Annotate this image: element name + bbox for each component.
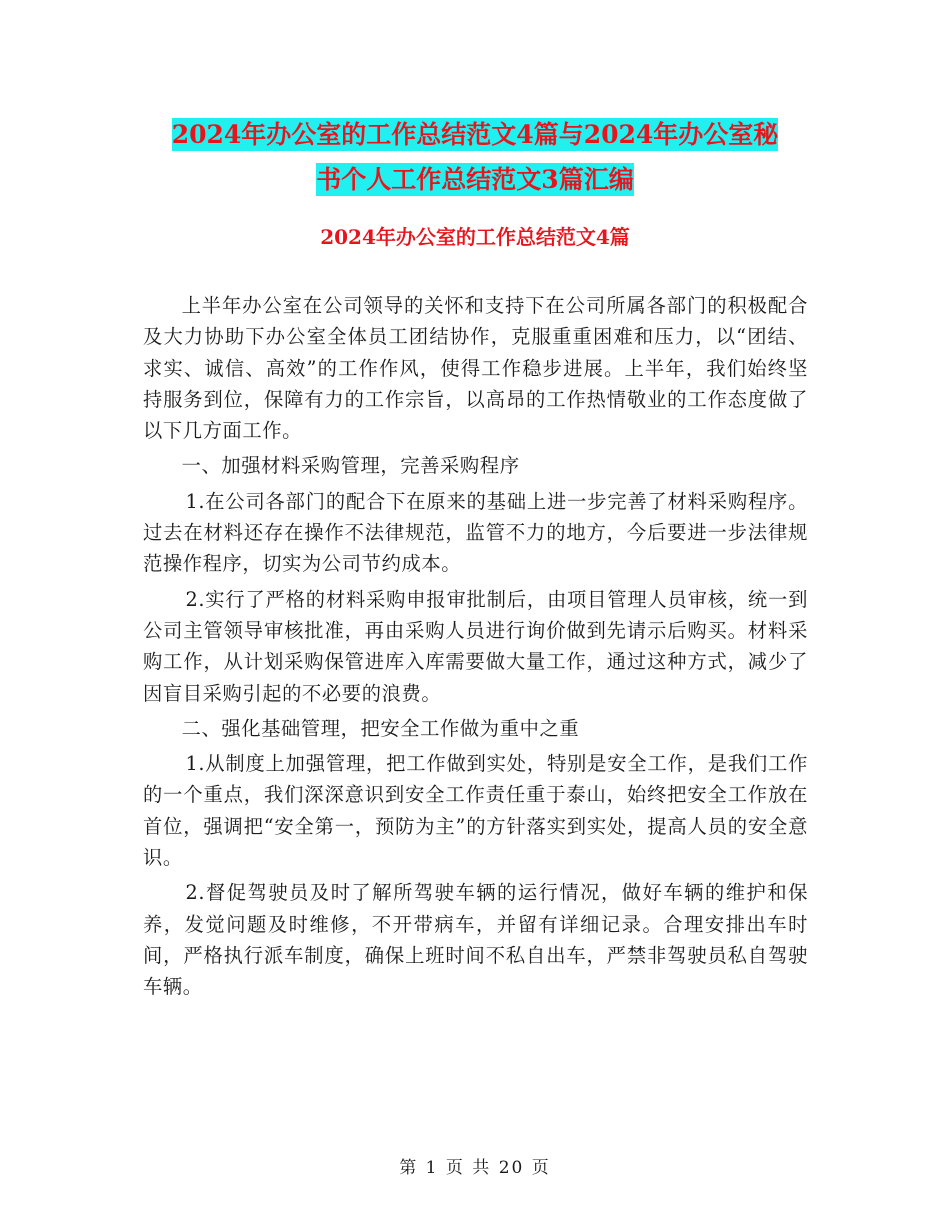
document-title — [140, 112, 810, 202]
heading-section-1: 一、加强材料采购管理，完善采购程序 — [181, 454, 520, 478]
document-body — [143, 290, 808, 1007]
paragraph-intro: 上半年办公室在公司领导的关怀和支持下在公司所属各部门的积极配合及大力协助下办公室全体员工团结协作，克服重重困难和压力，以“团结、求实、诚信、高效”的工作作风，使得工作稳步进展。上半年，我们始终坚持服务到位，保障有力的工作宗旨，以高昂的工作热情敬业的工作态度做了以下几方面工作。 — [143, 294, 808, 443]
section-title: 2024年办公室的工作总结范文4篇 — [320, 225, 630, 249]
title-line-2: 书个人工作总结范文3篇汇编 — [316, 165, 634, 194]
paragraph-item-2-2: 2.督促驾驶员及时了解所驾驶车辆的运行情况，做好车辆的维护和保养，发觉问题及时维修，不开带病车，并留有详细记录。合理安排出车时间，严格执行派车制度，确保上班时间不私自出车，严禁非驾驶员私自驾驶车辆。 — [143, 881, 808, 999]
title-line-1: 2024年办公室的工作总结范文4篇与2024年办公室秘 — [171, 120, 779, 149]
paragraph-item-1-1: 1.在公司各部门的配合下在原来的基础上进一步完善了材料采购程序。过去在材料还存在操作不法律规范，监管不力的地方，今后要进一步法律规范操作程序，切实为公司节约成本。 — [143, 489, 808, 576]
heading-section-2: 二、强化基础管理，把安全工作做为重中之重 — [181, 716, 580, 740]
page-number-footer: 第 1 页 共 20 页 — [399, 1158, 551, 1178]
paragraph-item-1-2: 2.实行了严格的材料采购申报审批制后，由项目管理人员审核，统一到公司主管领导审核批准，再由采购人员进行询价做到先请示后购买。材料采购工作，从计划采购保管进库入库需要做大量工作，通过这种方式，减少了因盲目采购引起的不必要的浪费。 — [143, 587, 808, 705]
paragraph-item-2-1: 1.从制度上加强管理，把工作做到实处，特别是安全工作，是我们工作的一个重点，我们深深意识到安全工作责任重于泰山，始终把安全工作放在首位，强调把“安全第一，预防为主”的方针落实到实处，提高人员的安全意识。 — [143, 752, 808, 870]
